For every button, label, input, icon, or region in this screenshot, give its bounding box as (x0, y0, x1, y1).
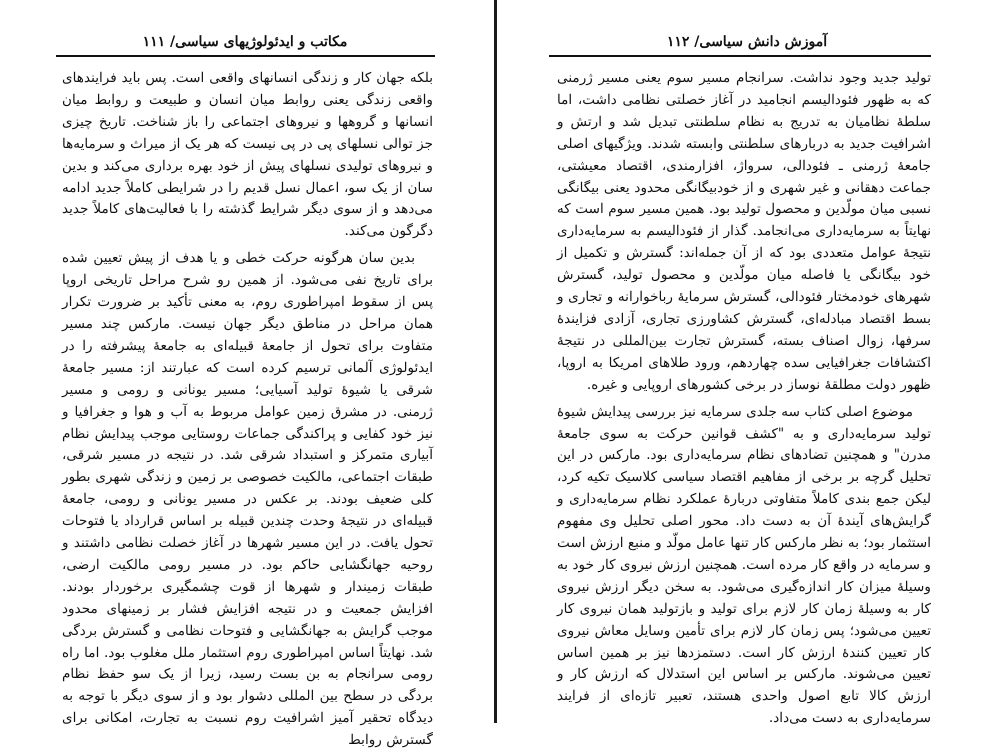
left-paragraph-2: بدین سان هرگونه حرکت خطی و یا هدف از پیش تعیین شده برای تاریخ نفی می‌شود. از همین رو شرح مراحل تاریخی اروپا پس از سقوط امپراطوری روم، به معنی تأکید بر ضرورت تکرار همان مراحل در مناطق دیگر جهان نیست. مارکس چند مسیر متفاوت برای تحول از جامعهٔ قبیله‌ای به جامعهٔ پیشرفته را در ایدئولوژی آلمانی ترسیم کرده است که عبارتند از: مسیر جامعهٔ شرقی یا شیوهٔ تولید آسیایی؛ مسیر یونانی و رومی و مسیر ژرمنی. در مشرق زمین عوامل مربوط به آب و هوا و جغرافیا و نیز خود کفایی و پراکندگی جماعات روستایی موجب پیدایش نظام آبیاری متمرکز و استبداد شرقی شد. در نتیجه در مسیر شرقی، طبقات اجتماعی، مالکیت خصوصی بر زمین و زندگی شهری بطور کلی ضعیف بودند. بر عکس در مسیر یونانی و رومی، جامعهٔ قبیله‌ای در نتیجهٔ وحدت چندین قبیله بر اساس قرارداد یا فتوحات تحول یافت. در این مسیر شهرها در آغاز خصلت نظامی داشتند و روحیه جهانگشایی حاکم بود. در مسیر رومی مالکیت ارضی، طبقات زمیندار و شهرها از قوت چشمگیری برخوردار بودند. افزایش جمعیت و در نتیجه افزایش فشار بر زمینهای محدود موجب گرایش به جهانگشایی و فتوحات نظامی و گسترش بردگی شد. نهایتاً اساس امپراطوری روم استثمار ملل مغلوب بود. اما راه رومی سرانجام به بن بست رسید، زیرا از یک سو حفظ نظام بردگی در سطح بین المللی دشوار بود و از سوی دیگر با توجه به دیدگاه تحقیر آمیز اشرافیت روم نسبت به تجارت، امکانی برای گسترش روابط (62, 250, 433, 749)
left-page-header: مکاتب و ایدئولوژیهای سیاسی/ ۱۱۱ (142, 34, 348, 50)
right-page (497, 0, 991, 727)
right-page-body (557, 68, 931, 730)
left-page-body (62, 68, 433, 752)
right-paragraph-1: تولید جدید وجود نداشت. سرانجام مسیر سوم یعنی مسیر ژرمنی که به ظهور فئودالیسم انجامید در آغاز خصلتی نظامی داشت، اما سلطهٔ نظامیان به تدریج به نظام سلطنتی تبدیل شد و ارتش و اشرافیت جدید به دربارهای سلطنتی وابسته شدند. ویژگیهای اصلی جامعهٔ ژرمنی ـ فئودالی، سرواژ، افزارمندی، اقتصاد معیشتی، جماعت دهقانی و غیر شهری و از خودبیگانگی محدود یعنی بیگانگی نسبی میان مولّدین و محصول تولید بود. همین مسیر سوم است که نهایتاً به سرمایه‌داری می‌انجامد. گذار از فئودالیسم به سرمایه‌داری نتیجهٔ عوامل متعددی بود که از آن جمله‌اند: گسترش و تکمیل از خود بیگانگی یا فاصله میان مولّدین و محصول تولید، گسترش شهرهای خودمختار فئودالی، گسترش سرمایهٔ رباخوارانه و تجاری و بسط اقتصاد مبادله‌ای، گسترش کشاورزی تجاری، آزادی فزایندهٔ سرفها، زوال اصناف بسته، گسترش تجارت بین‌المللی در نتیجهٔ اکتشافات جغرافیایی سده چهاردهم، ورود طلاهای امریکا به اروپا، ظهور دولت مطلقهٔ نوساز در برخی کشورهای اروپایی و غیره. (557, 70, 931, 393)
left-paragraph-1: بلکه جهان کار و زندگی انسانهای واقعی است. پس باید فرایندهای واقعی زندگی یعنی روابط میان انسان و طبیعت و روابط میان انسانها و گروهها و نیروهای اجتماعی را باز شناخت. تاریخ چیزی جز توالی نسلهای پی در پی نیست که هر یک از میراث و سرمایه‌ها و نیروهای تولیدی نسلهای پیش از خود بهره برداری می‌کند و بدین سان از یک سو، اعمال نسل قدیم را در شرایطی کاملاً جدید ادامه می‌دهد و از سوی دیگر شرایط گذشته را با فعالیت‌های کاملاً جدید دگرگون می‌کند. (62, 70, 433, 240)
right-paragraph-2: موضوع اصلی کتاب سه جلدی سرمایه نیز بررسی پیدایش شیوهٔ تولید سرمایه‌داری و به "کشف قوانین حرکت به سوی جامعهٔ مدرن" و همچنین تضادهای نظام سرمایه‌داری بود. مارکس در این تحلیل گرچه بر برخی از مفاهیم اقتصاد سیاسی کلاسیک تکیه کرد، لیکن جمع بندی کاملاً متفاوتی دربارهٔ عملکرد نظام سرمایه‌داری و گرایش‌های آیندهٔ آن به دست داد. محور اصلی تحلیل وی مفهوم استثمار بود؛ به نظر مارکس کار تنها عامل مولّد و منبع ارزش است و سرمایه در واقع کار مرده است. همچنین ارزش نیروی کار خود به وسیلهٔ میزان کار اندازه‌گیری می‌شود. به سخن دیگر ارزش نیروی کار به وسیلهٔ زمان کار لازم برای تولید و بازتولید همان نیروی کار تعیین می‌شود؛ پس زمان کار لازم برای تأمین وسایل معاش نیروی کار تعیین کنندهٔ ارزش کار است. دستمزدها نیز بر همین اساس تعیین می‌شوند. مارکس بر اساس این استدلال که ارزش کار و ارزش کالا تابع اصول واحدی هستند، تعبیر تازه‌ای از فرایند سرمایه‌داری به دست می‌داد. (557, 403, 931, 727)
left-header-rule (56, 55, 435, 57)
left-page (0, 0, 495, 749)
right-header-rule (549, 55, 931, 57)
right-page-header: آموزش دانش سیاسی/ ۱۱۲ (666, 34, 828, 50)
